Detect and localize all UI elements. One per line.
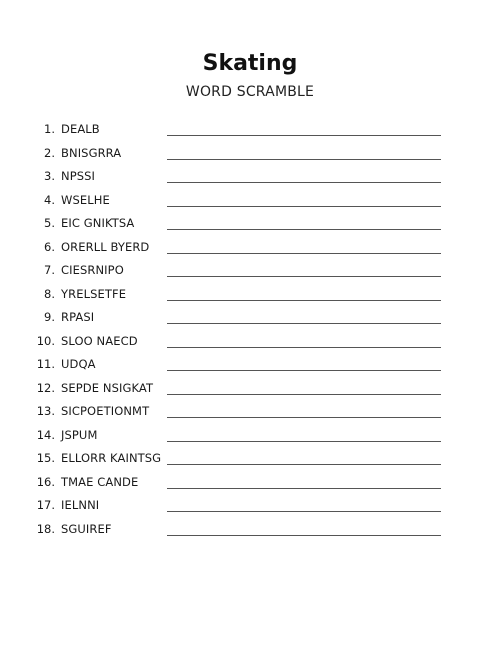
scrambled-word: WSELHE — [61, 192, 110, 207]
scramble-item — [0, 189, 500, 213]
answer-line — [167, 300, 441, 301]
scrambled-word: SEPDE NSIGKAT — [61, 380, 154, 395]
item-number: 5. — [44, 216, 55, 230]
item-number: 16. — [36, 474, 55, 489]
scramble-item — [0, 283, 500, 307]
scramble-item — [0, 424, 500, 448]
scramble-item — [0, 471, 500, 495]
scrambled-word: UDQA — [61, 357, 96, 371]
scrambled-word: BNISGRRA — [61, 145, 122, 160]
scrambled-word: EIC GNIKTSA — [61, 216, 135, 230]
item-number: 11. — [36, 357, 55, 371]
answer-line — [167, 276, 441, 277]
scramble-item — [0, 306, 500, 330]
item-number: 6. — [44, 239, 55, 254]
worksheet-title: Skating — [202, 51, 298, 76]
item-number: 9. — [44, 310, 55, 324]
item-number: 7. — [44, 263, 55, 277]
answer-line — [167, 182, 441, 183]
answer-line — [167, 347, 441, 348]
item-number: 4. — [44, 192, 55, 207]
scramble-list — [0, 118, 500, 541]
answer-line — [167, 323, 441, 324]
scrambled-word: TMAE CANDE — [61, 474, 139, 489]
scramble-item — [0, 165, 500, 189]
scrambled-word: ORERLL BYERD — [61, 239, 150, 254]
scrambled-word: ELLORR KAINTSG — [61, 451, 162, 465]
answer-line — [167, 394, 441, 395]
item-number: 18. — [36, 521, 55, 536]
item-number: 8. — [44, 286, 55, 301]
answer-line — [167, 253, 441, 254]
scrambled-word: CIESRNIPO — [61, 263, 124, 277]
item-number: 14. — [36, 427, 55, 442]
answer-line — [167, 135, 441, 136]
scramble-item — [0, 236, 500, 260]
item-number: 17. — [36, 498, 55, 512]
answer-line — [167, 417, 441, 418]
scramble-item — [0, 330, 500, 354]
answer-line — [167, 535, 441, 536]
scrambled-word: SLOO NAECD — [61, 333, 138, 348]
scramble-item — [0, 494, 500, 518]
scramble-item — [0, 447, 500, 471]
item-number: 13. — [36, 404, 55, 418]
worksheet-subtitle: WORD SCRAMBLE — [185, 84, 315, 100]
scramble-item — [0, 142, 500, 166]
answer-line — [167, 488, 441, 489]
scramble-item — [0, 400, 500, 424]
scrambled-word: RPASI — [61, 310, 95, 324]
answer-line — [167, 511, 441, 512]
scrambled-word: NPSSI — [61, 169, 96, 183]
scrambled-word: SICPOETIONMT — [61, 404, 150, 418]
scramble-item — [0, 353, 500, 377]
scramble-item — [0, 377, 500, 401]
answer-line — [167, 370, 441, 371]
scrambled-word: IELNNI — [61, 498, 100, 512]
item-number: 2. — [44, 145, 55, 160]
item-number: 15. — [36, 451, 55, 465]
item-number: 1. — [44, 122, 55, 136]
answer-line — [167, 229, 441, 230]
answer-line — [167, 464, 441, 465]
item-number: 3. — [44, 169, 55, 183]
item-number: 10. — [36, 333, 55, 348]
answer-line — [167, 206, 441, 207]
scrambled-word: SGUIREF — [61, 521, 112, 536]
item-number: 12. — [36, 380, 55, 395]
scramble-item — [0, 518, 500, 542]
scrambled-word: YRELSETFE — [61, 286, 127, 301]
scramble-item — [0, 118, 500, 142]
answer-line — [167, 159, 441, 160]
scramble-item — [0, 212, 500, 236]
scramble-item — [0, 259, 500, 283]
scrambled-word: DEALB — [61, 122, 100, 136]
scrambled-word: JSPUM — [61, 427, 98, 442]
answer-line — [167, 441, 441, 442]
